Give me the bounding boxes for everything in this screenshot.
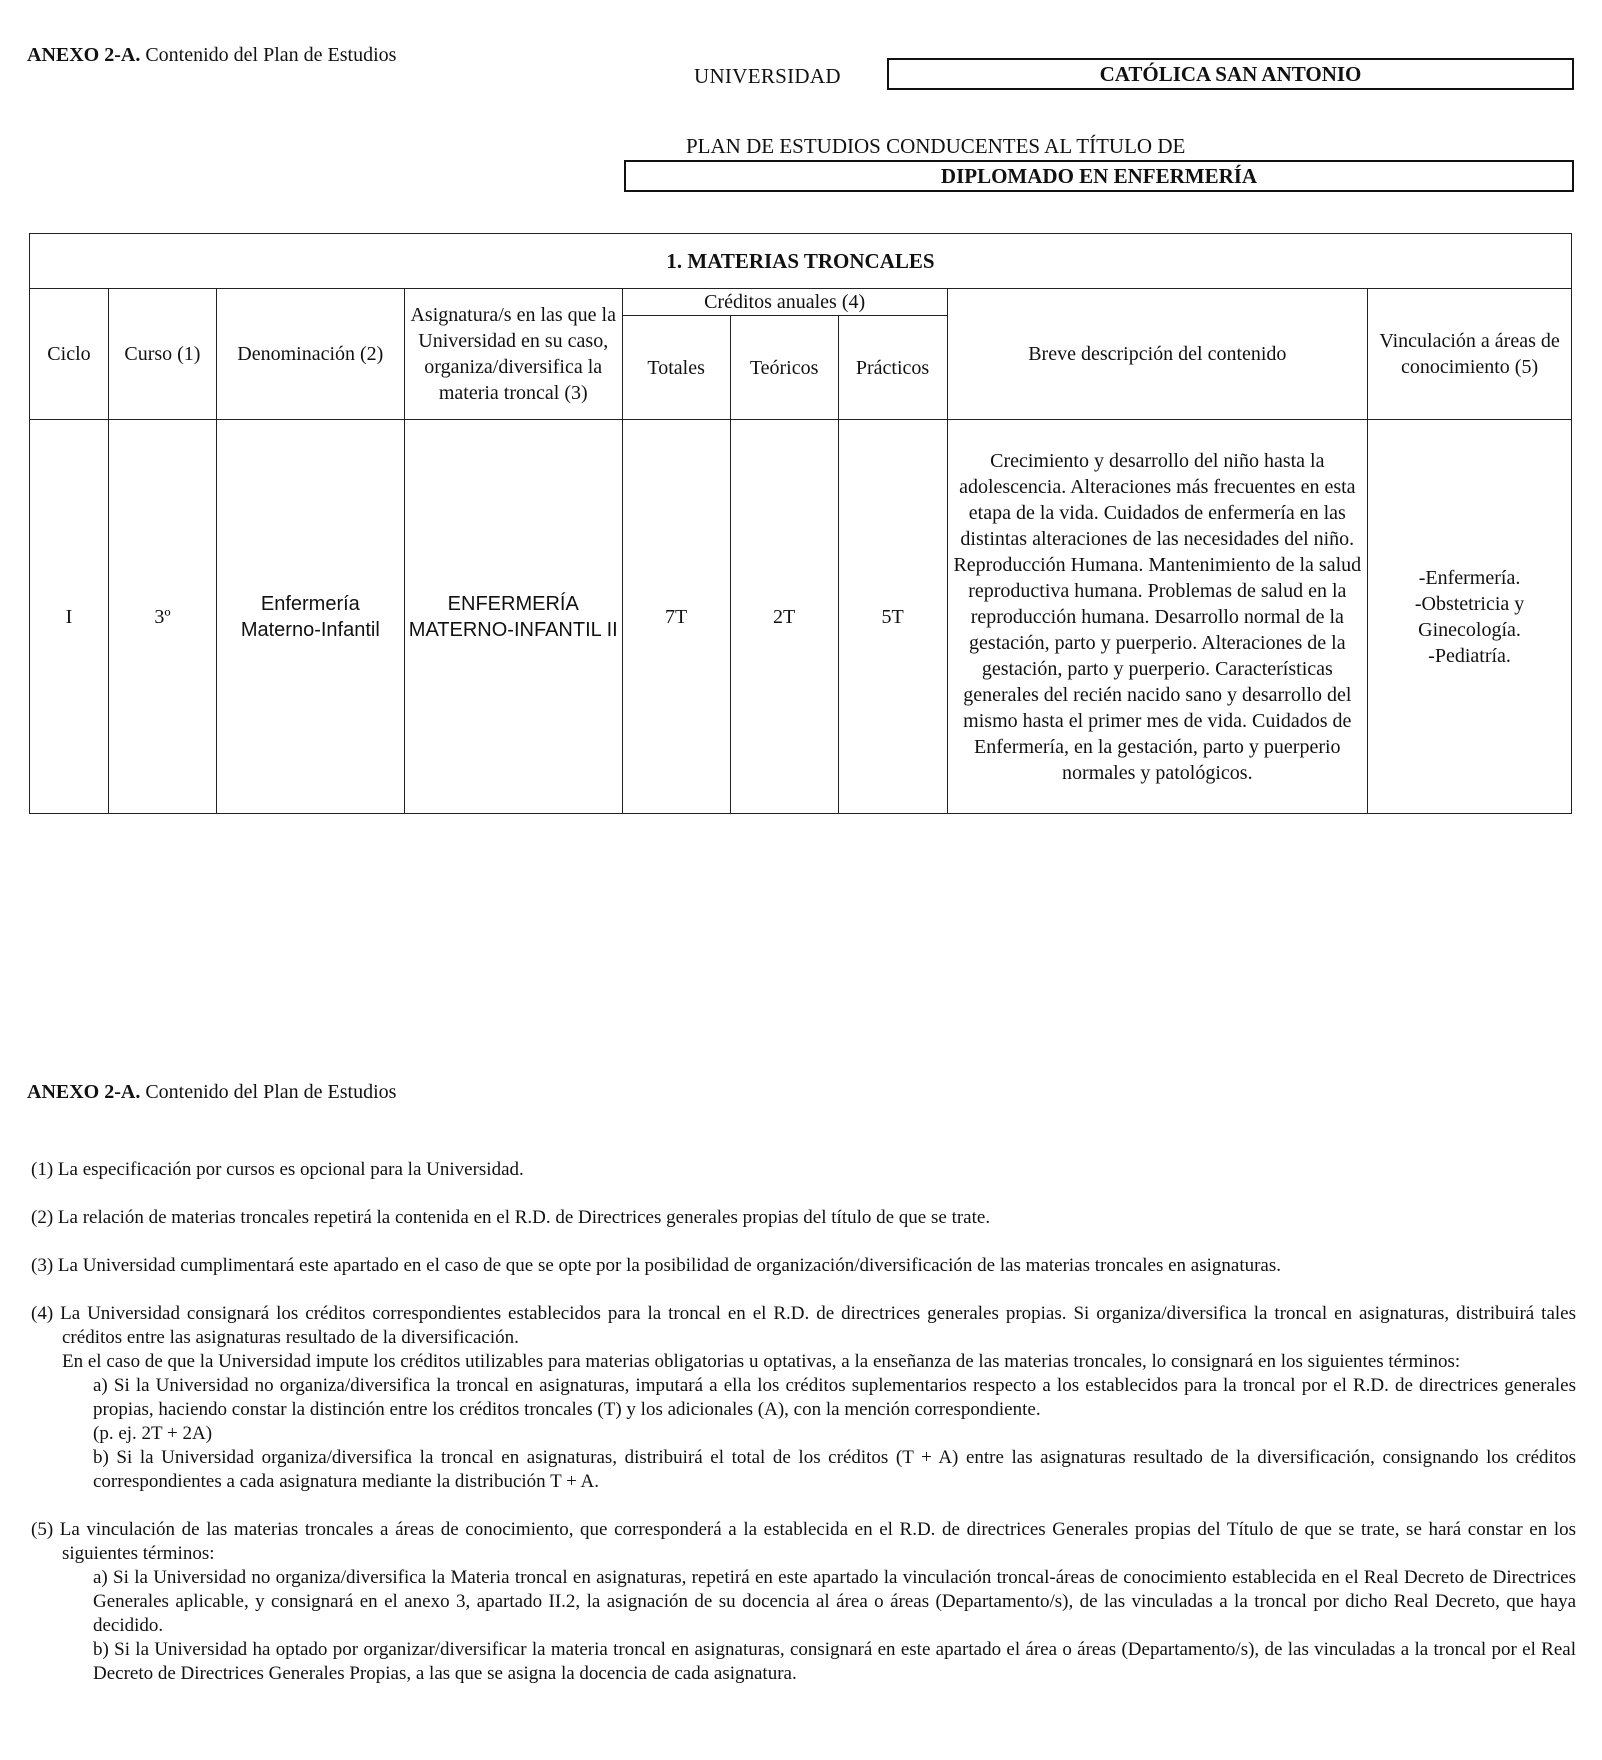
footnote-5-intro: (5) La vinculación de las materias troncales a áreas de conocimiento, que corresponderá a la establecida en el R.D. de directrices Generales propias del Título de que se trate, se hará constar en los siguientes términos: xyxy=(31,1519,1576,1564)
header-curso: Curso (1) xyxy=(108,289,216,420)
cell-practicos: 5T xyxy=(838,420,947,814)
cell-ciclo: I xyxy=(30,420,109,814)
area-item: -Enfermería. xyxy=(1418,566,1521,589)
annex-heading-bold: ANEXO 2-A. xyxy=(27,44,141,66)
cell-curso: 3º xyxy=(108,420,216,814)
cell-denominacion: Enfermería Materno-Infantil xyxy=(216,420,404,814)
header-asignaturas: Asignatura/s en las que la Universidad en su caso, organiza/diversifica la materia troncal (3) xyxy=(404,289,622,420)
cell-teoricos: 2T xyxy=(730,420,838,814)
footnote-3: (3) La Universidad cumplimentará este apartado en el caso de que se opte por la posibilidad de organización/diversificación de las materias troncales en asignaturas. xyxy=(31,1255,1282,1276)
cell-totales: 7T xyxy=(622,420,730,814)
annex-heading-text: Contenido del Plan de Estudios xyxy=(140,44,397,66)
cell-asignatura: ENFERMERÍA MATERNO-INFANTIL II xyxy=(404,420,622,814)
footnote-4-item-b: b) Si la Universidad organiza/diversifica la troncal en asignaturas, distribuirá el total de los créditos (T + A) entre las asignaturas resultado de la diversificación, consignando los créditos correspondientes a cada asignatura mediante la distribución T + A. xyxy=(93,1447,1576,1492)
table-title: 1. MATERIAS TRONCALES xyxy=(30,234,1572,289)
area-item: -Pediatría. xyxy=(1428,644,1511,667)
area-item: -Obstetricia y Ginecología. xyxy=(1414,592,1525,641)
degree-plan-label: PLAN DE ESTUDIOS CONDUCENTES AL TÍTULO DE xyxy=(686,134,1186,158)
cell-descripcion: Crecimiento y desarrollo del niño hasta la adolescencia. Alteraciones más frecuentes en esta etapa de la vida. Cuidados de enfermería en las distintas alteraciones de las necesidades del niño. Reproducción Humana. Mantenimiento de la salud reproductiva humana. Problemas de salud en la reproducción humana. Desarrollo normal de la gestación, parto y puerperio. Alteraciones de la gestación, parto y puerperio. Características generales del recién nacido sano y desarrollo del mismo hasta el primer mes de vida. Cuidados de Enfermería, en la gestación, parto y puerperio normales y patológicos. xyxy=(947,420,1368,814)
footnote-5 xyxy=(31,1518,1576,1686)
university-value-box: CATÓLICA SAN ANTONIO xyxy=(887,58,1574,90)
footnote-4 xyxy=(31,1302,1576,1494)
footnote-4-paragraph: En el caso de que la Universidad impute los créditos utilizables para materias obligatorias u optativas, a la enseñanza de las materias troncales, lo consignará en los siguientes términos: xyxy=(62,1351,1461,1372)
footnote-4-item-a: a) Si la Universidad no organiza/diversifica la troncal en asignaturas, imputará a ella los créditos suplementarios respecto a los establecidos para la troncal por el R.D. de directrices generales propias, haciendo constar la distinción entre los créditos troncales (T) y los adicionales (A), con la mención correspondiente. xyxy=(93,1375,1576,1420)
header-descripcion: Breve descripción del contenido xyxy=(947,289,1368,420)
header-totales: Totales xyxy=(622,316,730,420)
footnote-4-intro: (4) La Universidad consignará los créditos correspondientes establecidos para la troncal en el R.D. de directrices generales propias. Si organiza/diversifica la troncal en asignaturas, distribuirá tales créditos entre las asignaturas resultado de la diversificación. xyxy=(31,1303,1576,1348)
table-row xyxy=(30,420,1572,814)
footnote-5-item-a: a) Si la Universidad no organiza/diversifica la Materia troncal en asignaturas, repetirá en este apartado la vinculación troncal-áreas de conocimiento establecida en el Real Decreto de Directrices Generales aplicable, y consignará en el anexo 3, apartado II.2, la asignación de su docencia al área o áreas (Departamento/s), de las vinculadas a la troncal por dicho Real Decreto, que haya decidido. xyxy=(93,1567,1576,1636)
header-teoricos: Teóricos xyxy=(730,316,838,420)
annex-heading xyxy=(27,44,396,67)
annex-footer-heading xyxy=(27,1081,396,1104)
header-creditos: Créditos anuales (4) xyxy=(622,289,947,316)
footnotes xyxy=(31,1158,1576,1710)
header-vinculacion: Vinculación a áreas de conocimiento (5) xyxy=(1368,289,1572,420)
footnote-4-example: (p. ej. 2T + 2A) xyxy=(93,1423,213,1444)
university-label: UNIVERSIDAD xyxy=(694,64,841,88)
annex-footer-heading-bold: ANEXO 2-A. xyxy=(27,1081,141,1103)
footnote-5-item-b: b) Si la Universidad ha optado por organizar/diversificar la materia troncal en asignaturas, consignará en este apartado el área o áreas (Departamento/s), de las vinculadas a la troncal por el Real Decreto de Directrices Generales Propias, a las que se asigna la docencia de cada asignatura. xyxy=(93,1639,1576,1684)
degree-title-box: DIPLOMADO EN ENFERMERÍA xyxy=(624,160,1574,192)
core-subjects-table xyxy=(29,233,1572,814)
header-denominacion: Denominación (2) xyxy=(216,289,404,420)
annex-footer-heading-text: Contenido del Plan de Estudios xyxy=(140,1081,397,1103)
cell-areas xyxy=(1368,420,1572,814)
footnote-2: (2) La relación de materias troncales repetirá la contenida en el R.D. de Directrices generales propias del título de que se trate. xyxy=(31,1207,991,1228)
footnote-1: (1) La especificación por cursos es opcional para la Universidad. xyxy=(31,1159,524,1180)
header-practicos: Prácticos xyxy=(838,316,947,420)
header-ciclo: Ciclo xyxy=(30,289,109,420)
